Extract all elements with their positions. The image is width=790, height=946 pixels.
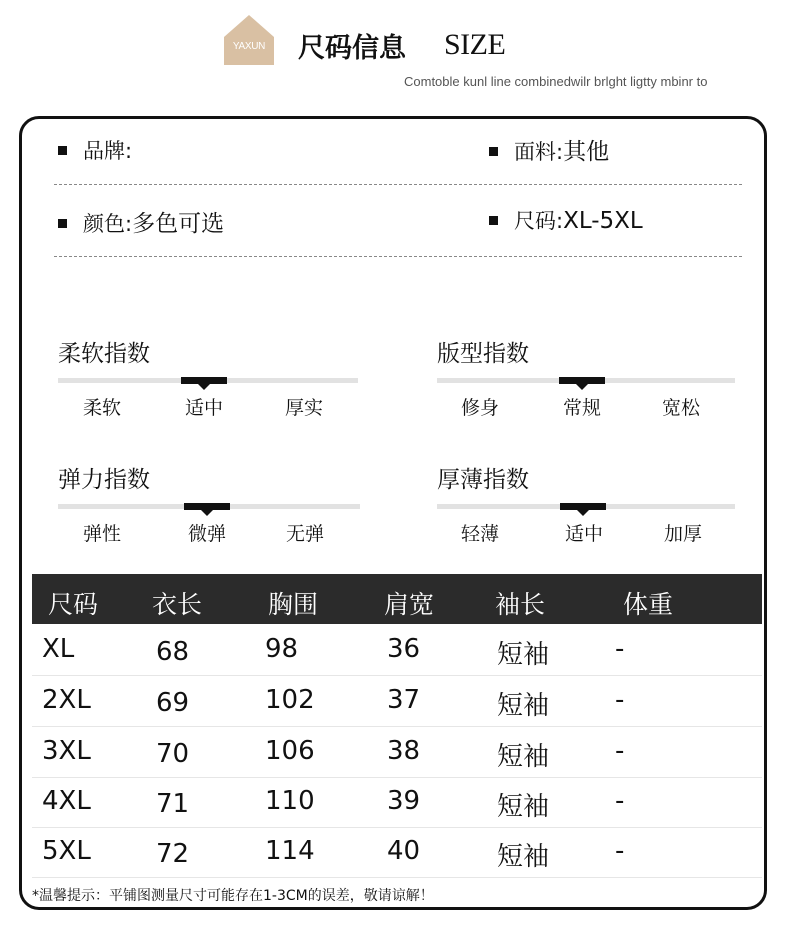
table-cell: 68 <box>156 637 190 667</box>
table-cell: 102 <box>265 685 315 715</box>
table-cell: - <box>615 736 625 766</box>
fit-index-title: 版型指数 <box>437 341 529 367</box>
page-subtitle: Comtoble kunl line combinedwilr brlght ligtty mbinr to <box>404 74 708 89</box>
table-row <box>32 625 762 676</box>
column-header: 肩宽 <box>384 590 435 619</box>
table-cell: 短袖 <box>497 792 550 822</box>
elasticity-index-marker <box>184 503 230 510</box>
table-cell: 短袖 <box>497 842 550 872</box>
attr-fabric: 面料:其他 <box>489 133 609 166</box>
fit-index-marker <box>559 377 605 384</box>
column-header: 尺码 <box>48 590 99 619</box>
size-table-header <box>32 574 762 624</box>
table-row <box>32 676 762 727</box>
elasticity-option: 无弹 <box>285 523 324 545</box>
table-cell: 37 <box>387 685 421 715</box>
table-cell: 69 <box>156 688 190 718</box>
house-logo-icon <box>224 15 274 65</box>
table-cell: 114 <box>265 836 315 866</box>
table-cell: 72 <box>156 839 190 869</box>
header <box>0 0 790 100</box>
attr-size: 尺码:XL-5XL <box>489 205 643 235</box>
table-cell: XL <box>42 634 75 664</box>
table-row <box>32 727 762 778</box>
column-header: 袖长 <box>495 590 546 619</box>
bullet-square-icon <box>489 147 498 156</box>
fit-option: 常规 <box>562 397 601 419</box>
thickness-index-title: 厚薄指数 <box>437 467 529 493</box>
table-cell: 110 <box>265 786 315 816</box>
elasticity-option: 弹性 <box>82 523 121 545</box>
thickness-option: 轻薄 <box>460 523 499 545</box>
fit-option: 修身 <box>460 397 499 419</box>
table-row <box>32 777 762 828</box>
table-cell: 2XL <box>42 685 91 715</box>
table-cell: 4XL <box>42 786 91 816</box>
softness-option: 适中 <box>184 397 223 419</box>
thickness-index-marker <box>560 503 606 510</box>
bullet-square-icon <box>489 216 498 225</box>
column-header: 体重 <box>623 590 674 619</box>
softness-option: 厚实 <box>284 397 323 419</box>
elasticity-option: 微弹 <box>187 523 226 545</box>
attr-color: 颜色:多色可选 <box>58 205 224 238</box>
table-cell: 106 <box>265 736 315 766</box>
thickness-option: 适中 <box>564 523 603 545</box>
divider <box>54 184 742 185</box>
table-cell: 短袖 <box>497 640 550 670</box>
elasticity-index-title: 弹力指数 <box>58 467 150 493</box>
table-cell: - <box>615 634 625 664</box>
measurement-note: *温馨提示：平铺图测量尺寸可能存在1-3CM的误差，敬请谅解！ <box>32 888 434 904</box>
table-cell: 71 <box>156 789 190 819</box>
table-row <box>32 827 762 878</box>
table-cell: - <box>615 685 625 715</box>
table-cell: 5XL <box>42 836 91 866</box>
page-title-en: SIZE <box>444 28 506 61</box>
table-cell: 40 <box>387 836 421 866</box>
attr-brand: 品牌: <box>58 135 132 165</box>
bullet-square-icon <box>58 146 67 155</box>
page-title: 尺码信息 <box>298 33 406 64</box>
table-cell: - <box>615 836 625 866</box>
softness-index-title: 柔软指数 <box>58 341 150 367</box>
thickness-option: 加厚 <box>663 523 702 545</box>
table-cell: 36 <box>387 634 421 664</box>
softness-option: 柔软 <box>82 397 121 419</box>
table-cell: - <box>615 786 625 816</box>
divider <box>54 256 742 257</box>
table-cell: 98 <box>265 634 299 664</box>
logo-text: YAXUN <box>232 41 266 52</box>
brand-logo <box>224 15 274 65</box>
column-header: 衣长 <box>152 590 203 619</box>
table-cell: 短袖 <box>497 742 550 772</box>
table-cell: 短袖 <box>497 691 550 721</box>
table-cell: 39 <box>387 786 421 816</box>
table-cell: 38 <box>387 736 421 766</box>
table-cell: 70 <box>156 739 190 769</box>
fit-option: 宽松 <box>661 397 700 419</box>
column-header: 胸围 <box>268 590 319 619</box>
table-cell: 3XL <box>42 736 91 766</box>
softness-index-marker <box>181 377 227 384</box>
bullet-square-icon <box>58 219 67 228</box>
size-info-card <box>19 116 767 910</box>
